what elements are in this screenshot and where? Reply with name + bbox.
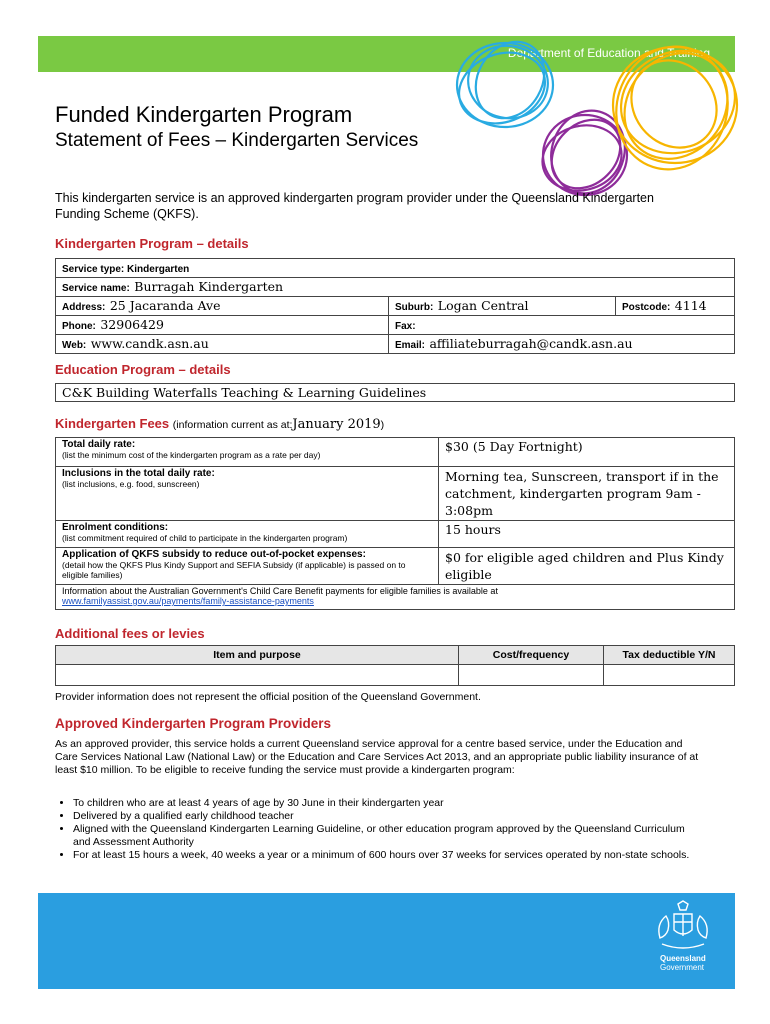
address-label: Address: — [62, 302, 106, 313]
email-value: affiliateburragah@candk.asn.au — [429, 336, 633, 351]
inclusions-label-cell — [56, 467, 439, 521]
enrolment-label: Enrolment conditions: — [62, 522, 169, 533]
program-details-heading: Kindergarten Program – details — [55, 236, 249, 251]
department-name: Department of Education and Training — [507, 46, 710, 60]
inclusions-note: (list inclusions, e.g. food, sunscreen) — [62, 479, 200, 489]
qld-gov-logo-text — [660, 954, 706, 972]
web-value: www.candk.asn.au — [90, 336, 209, 351]
daily-rate-value: $30 (5 Day Fortnight) — [445, 439, 583, 454]
daily-rate-label: Total daily rate: — [62, 439, 136, 450]
service-name-label: Service name: — [62, 283, 130, 294]
address-value: 25 Jacaranda Ave — [109, 298, 221, 313]
subsidy-value-cell — [439, 548, 735, 585]
service-type-cell — [56, 259, 735, 278]
suburb-label: Suburb: — [395, 302, 434, 313]
fees-heading: Kindergarten Fees — [55, 416, 170, 431]
providers-list — [55, 797, 705, 862]
list-item: • Aligned with the Queensland Kindergarten Learning Guideline, or other education program approved by the Queensland Curriculum and Assessment Authority — [73, 823, 705, 849]
footer-bar — [38, 893, 735, 989]
daily-rate-value-cell — [439, 438, 735, 467]
email-label: Email: — [395, 340, 426, 351]
queensland-coat-of-arms-icon — [652, 900, 714, 952]
list-item: • To children who are at least 4 years of age by 30 June in their kindergarten year — [73, 797, 705, 810]
service-name-cell — [56, 278, 735, 297]
fees-note-prefix: (information current as at: — [172, 419, 293, 431]
enrolment-label-cell — [56, 521, 439, 548]
enrolment-value: 15 hours — [445, 522, 501, 537]
inclusions-value-cell — [439, 467, 735, 521]
col-header-tax: Tax deductible Y/N — [604, 646, 735, 665]
additional-fees-table — [55, 645, 735, 686]
fax-cell — [389, 316, 735, 335]
ccb-info-cell — [56, 585, 735, 610]
phone-cell — [56, 316, 389, 335]
disclaimer-text: Provider information does not represent the official position of the Queensland Government. — [55, 691, 481, 703]
providers-paragraph: As an approved provider, this service holds a current Queensland service approval for a centre based service, under the Education and Care Services National Law (National Law) or the Education and Care Services Act 2013, and an appropriate public liability insurance of at least $10 million. To be eligible to receive funding the service must provide a kindergarten program: — [55, 738, 699, 776]
fees-table — [55, 437, 735, 610]
page-title: Funded Kindergarten Program — [55, 102, 353, 127]
education-details-heading: Education Program – details — [55, 362, 231, 377]
suburb-value: Logan Central — [437, 298, 529, 313]
daily-rate-label-cell — [56, 438, 439, 467]
fax-label: Fax: — [395, 321, 416, 332]
web-cell — [56, 335, 389, 354]
page-subtitle: Statement of Fees – Kindergarten Services — [55, 130, 419, 151]
additional-fees-heading: Additional fees or levies — [55, 626, 205, 641]
logo-line1: Queensland — [660, 954, 706, 963]
subsidy-label: Application of QKFS subsidy to reduce out-of-pocket expenses: — [62, 549, 366, 560]
program-details-table — [55, 258, 735, 354]
providers-heading: Approved Kindergarten Program Providers — [55, 716, 332, 731]
service-name-value: Burragah Kindergarten — [134, 279, 284, 294]
fees-heading-row — [55, 416, 384, 432]
col-header-item: Item and purpose — [56, 646, 459, 665]
table-cell — [459, 665, 604, 686]
ccb-link[interactable]: www.familyassist.gov.au/payments/family-assistance-payments — [62, 596, 314, 606]
enrolment-value-cell — [439, 521, 735, 548]
service-type: Service type: Kindergarten — [62, 264, 190, 275]
table-cell — [56, 665, 459, 686]
address-cell — [56, 297, 389, 316]
subsidy-label-cell — [56, 548, 439, 585]
education-program-value: C&K Building Waterfalls Teaching & Learning Guidelines — [55, 383, 735, 402]
list-item: • Delivered by a qualified early childhood teacher — [73, 810, 705, 823]
logo-line2: Government — [660, 963, 705, 972]
fees-note-suffix: ) — [380, 419, 385, 431]
postcode-label: Postcode: — [622, 302, 671, 313]
subsidy-value: $0 for eligible aged children and Plus Kindy eligible — [445, 550, 724, 582]
web-label: Web: — [62, 340, 87, 351]
inclusions-value: Morning tea, Sunscreen, transport if in the catchment, kindergarten program 9am - 3:08pm — [445, 469, 719, 518]
phone-value: 32906429 — [100, 317, 164, 332]
subsidy-note: (detail how the QKFS Plus Kindy Support and SEFIA Subsidy (if applicable) is passed on to eligible families) — [62, 560, 406, 580]
list-item: • For at least 15 hours a week, 40 weeks a year or a minimum of 600 hours over 37 weeks for services operated by non-state schools. — [73, 849, 705, 862]
postcode-cell — [616, 297, 735, 316]
inclusions-label: Inclusions in the total daily rate: — [62, 468, 215, 479]
postcode-value: 4114 — [674, 298, 707, 313]
phone-label: Phone: — [62, 321, 96, 332]
table-cell — [604, 665, 735, 686]
col-header-cost: Cost/frequency — [459, 646, 604, 665]
enrolment-note: (list commitment required of child to participate in the kindergarten program) — [62, 533, 348, 543]
intro-text: This kindergarten service is an approved kindergarten program provider under the Queensland Kindergarten Funding Scheme (QKFS). — [55, 191, 654, 221]
fees-date: January 2019 — [292, 417, 381, 432]
decorative-scribbles-image — [410, 30, 740, 210]
ccb-info-text: Information about the Australian Government's Child Care Benefit payments for eligible families is available at — [62, 586, 498, 596]
suburb-cell — [389, 297, 616, 316]
table-row — [56, 665, 735, 686]
daily-rate-note: (list the minimum cost of the kindergarten program as a rate per day) — [62, 450, 321, 460]
email-cell — [389, 335, 735, 354]
